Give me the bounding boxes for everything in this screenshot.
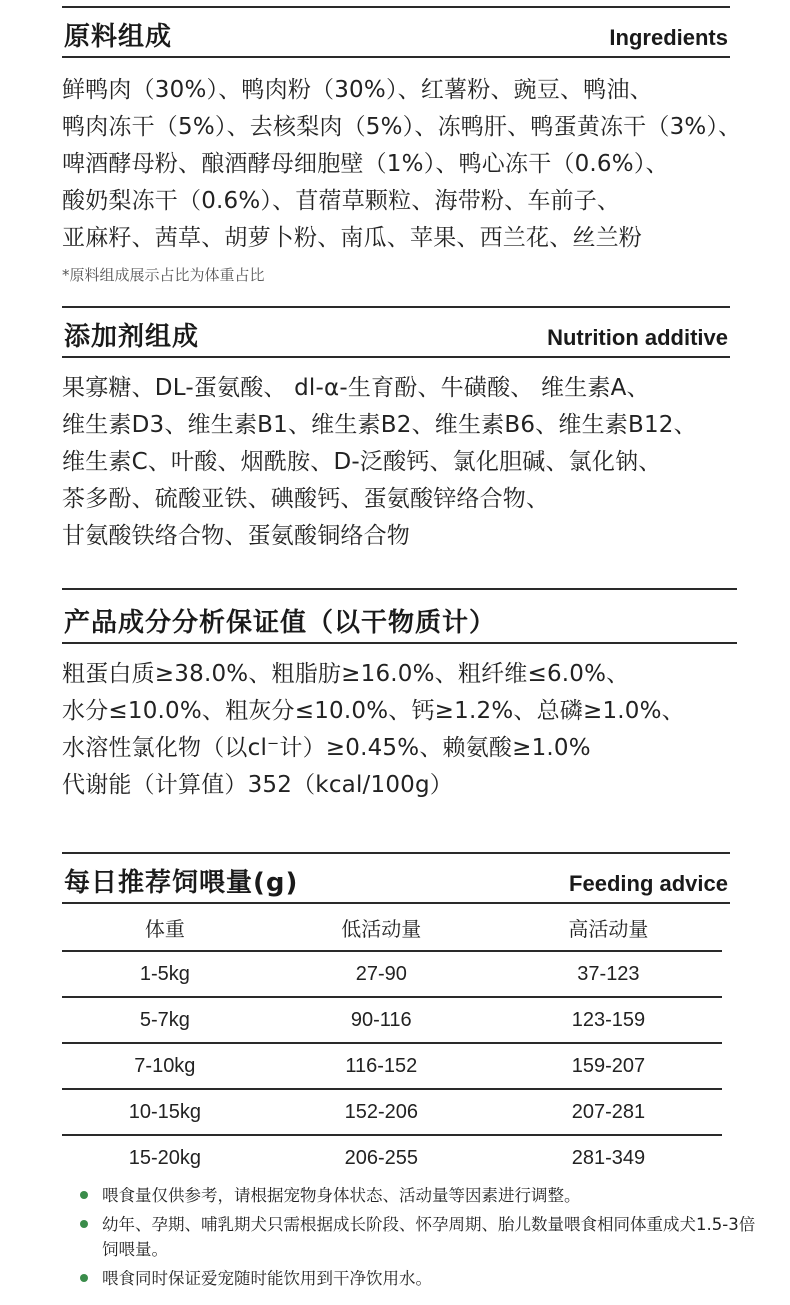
- ingredients-line: 鲜鸭肉（30%）、鸭肉粉（30%）、红薯粉、豌豆、鸭油、: [62, 77, 653, 103]
- additives-line: 果寡糖、DL-蛋氨酸、 dl-α-生育酚、牛磺酸、 维生素A、: [62, 375, 650, 401]
- low-activity-cell: 206-255: [344, 1146, 418, 1169]
- feeding-note-text: 喂食同时保证爱宠随时能饮用到干净饮用水。: [102, 1269, 432, 1288]
- analysis-line: 代谢能（计算值）352（kcal/100g）: [62, 772, 453, 798]
- additives-line: 维生素D3、维生素B1、维生素B2、维生素B6、维生素B12、: [62, 412, 697, 438]
- bullet-dot-icon: [80, 1220, 88, 1228]
- low-activity-cell: 116-152: [268, 1043, 495, 1089]
- ingredients-title-zh: 原料组成: [64, 22, 173, 52]
- column-header-low-activity: 低活动量: [268, 904, 495, 951]
- additives-list: [62, 370, 730, 555]
- feeding-section: [62, 852, 730, 1180]
- ingredients-header-rule: [62, 56, 730, 58]
- analysis-line: 粗蛋白质≥38.0%、粗脂肪≥16.0%、粗纤维≤6.0%、: [62, 661, 630, 687]
- ingredients-line: 酸奶梨冻干（0.6%）、苜蓿草颗粒、海带粉、车前子、: [62, 188, 621, 214]
- weight-cell: 5-7kg: [62, 997, 268, 1043]
- feeding-table: [62, 904, 722, 1180]
- ingredients-line: 亚麻籽、茜草、胡萝卜粉、南瓜、苹果、西兰花、丝兰粉: [62, 225, 642, 251]
- feeding-title-zh: 每日推荐饲喂量(g): [64, 868, 299, 898]
- analysis-header: [62, 590, 737, 638]
- weight-cell: 10-15kg: [62, 1089, 268, 1135]
- table-row: [62, 1135, 722, 1180]
- column-header-high-activity: 高活动量: [495, 904, 722, 951]
- column-header-weight: 体重: [62, 904, 268, 951]
- table-row: [62, 997, 722, 1043]
- analysis-list: [62, 656, 737, 804]
- additives-line: 茶多酚、硫酸亚铁、碘酸钙、蛋氨酸锌络合物、: [62, 486, 550, 512]
- ingredients-list: [62, 72, 742, 257]
- table-header-row: [62, 904, 722, 951]
- high-activity-cell: 37-123: [495, 951, 722, 997]
- list-item: [80, 1212, 762, 1262]
- feeding-notes: [80, 1183, 760, 1295]
- ingredients-line: 啤酒酵母粉、酿酒酵母细胞壁（1%）、鸭心冻干（0.6%）、: [62, 151, 669, 177]
- analysis-section: [62, 588, 737, 804]
- bullet-dot-icon: [80, 1274, 88, 1282]
- weight-cell: 7-10kg: [62, 1043, 268, 1089]
- additives-line: 维生素C、叶酸、烟酰胺、D-泛酸钙、氯化胆碱、氯化钠、: [62, 449, 662, 475]
- table-row: [62, 1043, 722, 1089]
- additives-title-en: Nutrition additive: [547, 325, 728, 350]
- feeding-note-text: 幼年、孕期、哺乳期犬只需根据成长阶段、怀孕周期、胎儿数量喂食相同体重成犬1.5-3倍饲喂量。: [102, 1215, 756, 1259]
- high-activity-cell: 123-159: [495, 997, 722, 1043]
- high-activity-cell: 159-207: [495, 1043, 722, 1089]
- additives-title-zh: 添加剂组成: [64, 322, 200, 352]
- additives-header: [62, 308, 730, 352]
- analysis-line: 水溶性氯化物（以cl⁻计）≥0.45%、赖氨酸≥1.0%: [62, 735, 591, 761]
- ingredients-header: [62, 8, 730, 52]
- ingredients-line: 鸭肉冻干（5%）、去核梨肉（5%）、冻鸭肝、鸭蛋黄冻干（3%）、: [62, 114, 742, 140]
- feeding-header: [62, 854, 730, 898]
- analysis-title-zh: 产品成分分析保证值（以干物质计）: [64, 608, 497, 638]
- additives-header-rule: [62, 356, 730, 358]
- feeding-note-text: 喂食量仅供参考，请根据宠物身体状态、活动量等因素进行调整。: [102, 1186, 581, 1205]
- feeding-title-en: Feeding advice: [569, 871, 728, 896]
- weight-cell: 1-5kg: [62, 951, 268, 997]
- ingredients-title-en: Ingredients: [609, 25, 728, 50]
- low-activity-cell: 90-116: [268, 997, 495, 1043]
- table-row: [62, 1089, 722, 1135]
- high-activity-cell: 281-349: [571, 1146, 646, 1169]
- ingredients-section: [62, 6, 742, 285]
- analysis-header-rule: [62, 642, 737, 644]
- table-row: [62, 951, 722, 997]
- low-activity-cell: 27-90: [268, 951, 495, 997]
- weight-cell: 15-20kg: [128, 1146, 201, 1169]
- list-item: [80, 1183, 760, 1208]
- analysis-line: 水分≤10.0%、粗灰分≤10.0%、钙≥1.2%、总磷≥1.0%、: [62, 698, 685, 724]
- additives-line: 甘氨酸铁络合物、蛋氨酸铜络合物: [62, 523, 410, 549]
- ingredients-note: *原料组成展示占比为体重占比: [62, 266, 265, 284]
- bullet-dot-icon: [80, 1191, 88, 1199]
- high-activity-cell: 207-281: [495, 1089, 722, 1135]
- low-activity-cell: 152-206: [268, 1089, 495, 1135]
- additives-section: [62, 306, 730, 555]
- list-item: [80, 1266, 760, 1291]
